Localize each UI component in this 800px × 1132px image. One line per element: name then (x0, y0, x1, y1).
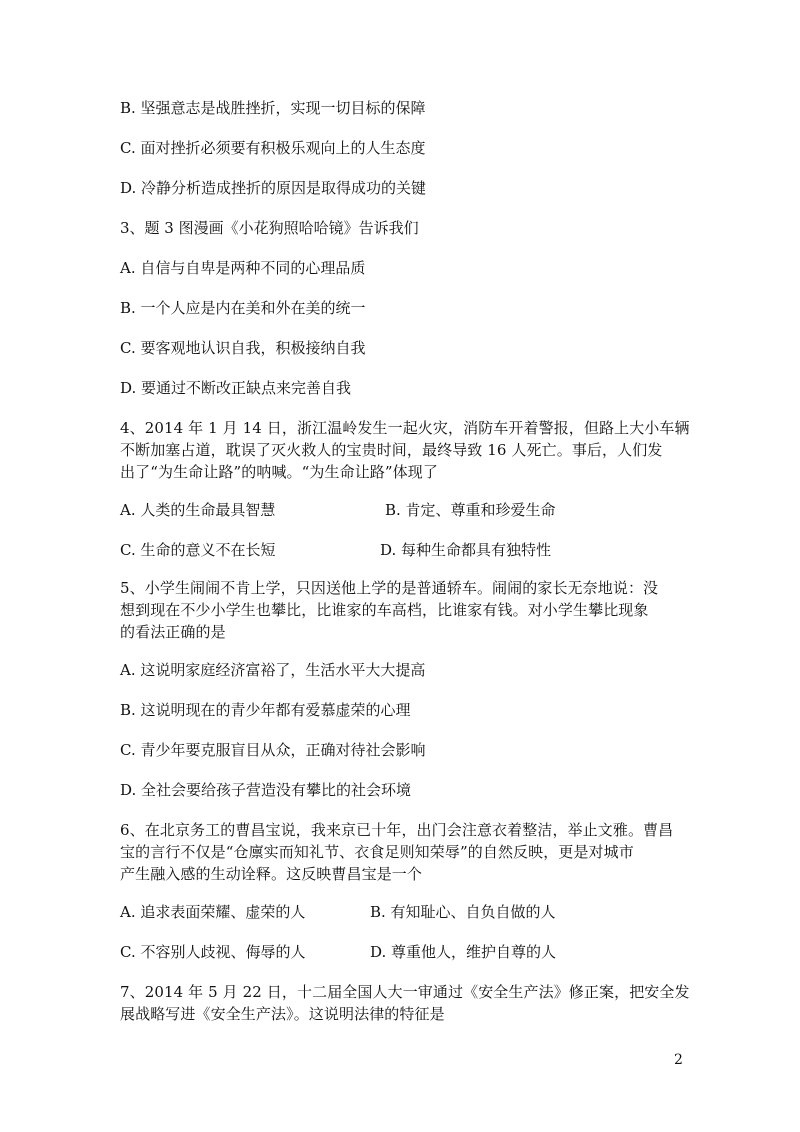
q5-option-b: B. 这说明现在的青少年都有爱慕虚荣的心理 (120, 701, 411, 719)
q4-option-c: C. 生命的意义不在长短 (120, 541, 276, 559)
q4-option-a: A. 人类的生命最具智慧 (120, 501, 276, 519)
q6-stem-line-1: 6、在北京务工的曹昌宝说，我来京已十年，出门会注意衣着整洁，举止文雅。曹昌 (120, 821, 674, 839)
q6-stem-line-2: 宝的言行不仅是“仓廪实而知礼节、衣食足则知荣辱”的自然反映，更是对城市 (120, 843, 634, 861)
q4-stem-line-3: 出了“为生命让路”的呐喊。“为生命让路”体现了 (120, 463, 438, 481)
q7-stem-line-2: 展战略写进《安全生产法》。这说明法律的特征是 (120, 1005, 445, 1023)
q4-option-b: B. 肯定、尊重和珍爱生命 (385, 501, 556, 519)
q2-option-b: B. 坚强意志是战胜挫折，实现一切目标的保障 (120, 99, 426, 117)
q5-stem-line-1: 5、小学生闹闹不肯上学，只因送他上学的是普通轿车。闹闹的家长无奈地说：没 (120, 579, 659, 597)
q6-option-b: B. 有知耻心、自负自做的人 (370, 903, 556, 921)
q3-option-b: B. 一个人应是内在美和外在美的统一 (120, 299, 366, 317)
q5-stem-line-3: 的看法正确的是 (120, 623, 226, 641)
q6-stem-line-3: 产生融入感的生动诠释。这反映曹昌宝是一个 (120, 865, 423, 883)
q6-option-c: C. 不容别人歧视、侮辱的人 (120, 943, 306, 961)
q3-option-d: D. 要通过不断改正缺点来完善自我 (120, 379, 352, 397)
q4-option-d: D. 每种生命都具有独特性 (380, 541, 552, 559)
page-number: 2 (674, 1052, 683, 1068)
q6-option-a: A. 追求表面荣耀、虚荣的人 (120, 903, 306, 921)
q4-stem-line-1: 4、2014 年 1 月 14 日，浙江温岭发生一起火灾，消防车开着警报，但路上大小车辆 (120, 419, 690, 437)
q5-option-d: D. 全社会要给孩子营造没有攀比的社会环境 (120, 781, 412, 799)
q5-stem-line-2: 想到现在不少小学生也攀比，比谁家的车高档，比谁家有钱。对小学生攀比现象 (120, 601, 649, 619)
q5-option-a: A. 这说明家庭经济富裕了，生活水平大大提高 (120, 661, 426, 679)
q2-option-d: D. 冷静分析造成挫折的原因是取得成功的关键 (120, 179, 427, 197)
q7-stem-line-1: 7、2014 年 5 月 22 日，十二届全国人大一审通过《安全生产法》修正案，把安全发 (120, 983, 690, 1001)
q3-option-c: C. 要客观地认识自我，积极接纳自我 (120, 339, 366, 357)
q5-option-c: C. 青少年要克服盲目从众，正确对待社会影响 (120, 741, 426, 759)
q3-stem: 3、题 3 图漫画《小花狗照哈哈镜》告诉我们 (120, 219, 419, 237)
q2-option-c: C. 面对挫折必须要有积极乐观向上的人生态度 (120, 139, 426, 157)
q4-stem-line-2: 不断加塞占道，耽误了灭火救人的宝贵时间，最终导致 16 人死亡。事后，人们发 (120, 441, 663, 459)
q3-option-a: A. 自信与自卑是两种不同的心理品质 (120, 259, 366, 277)
q6-option-d: D. 尊重他人，维护自尊的人 (370, 943, 557, 961)
